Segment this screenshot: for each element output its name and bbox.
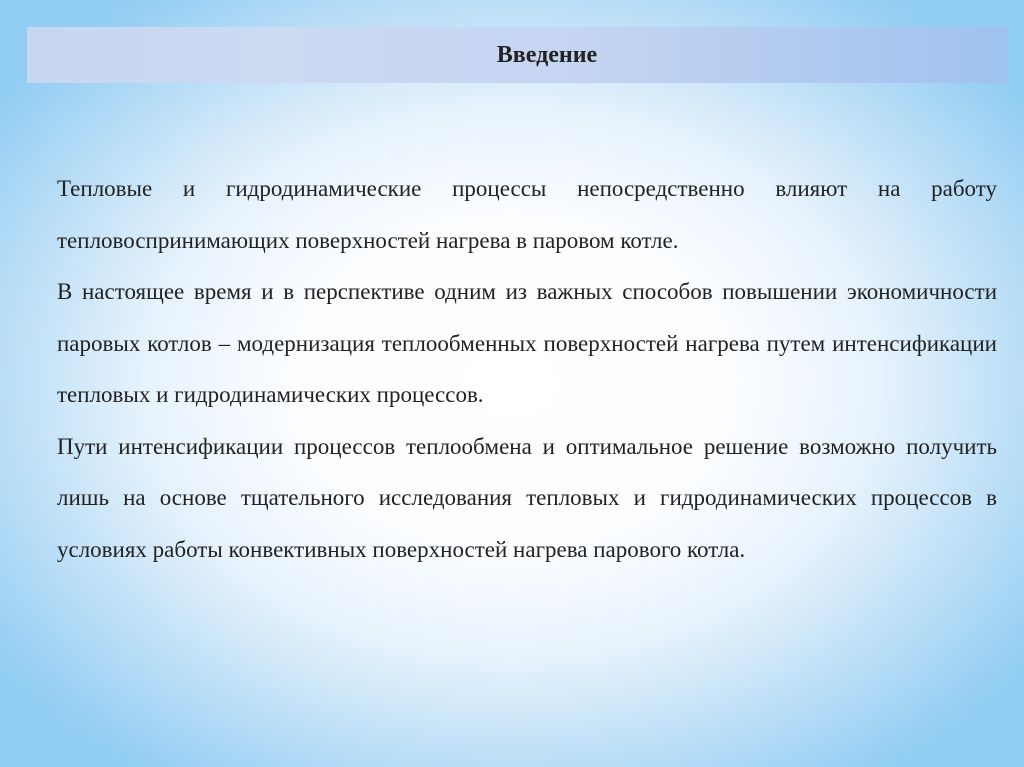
slide-body	[57, 163, 997, 575]
paragraph-2: В настоящее время и в перспективе одним из важных способов повышении экономичности паровых котлов – модернизация теплообменных поверхностей нагрева путем интенсификации тепловых и гидродинамических процессов.	[57, 279, 997, 407]
paragraph-1: Тепловые и гидродинамические процессы непосредственно влияют на работу тепловоспринимающих поверхностей нагрева в паровом котле.	[57, 176, 997, 253]
title-bar	[27, 27, 1007, 83]
paragraph-3: Пути интенсификации процессов теплообмена и оптимальное решение возможно получить лишь на основе тщательного исследования тепловых и гидродинамических процессов в условиях работы конвективных поверхностей нагрева парового котла.	[57, 433, 997, 562]
slide-title: Введение	[496, 41, 598, 68]
